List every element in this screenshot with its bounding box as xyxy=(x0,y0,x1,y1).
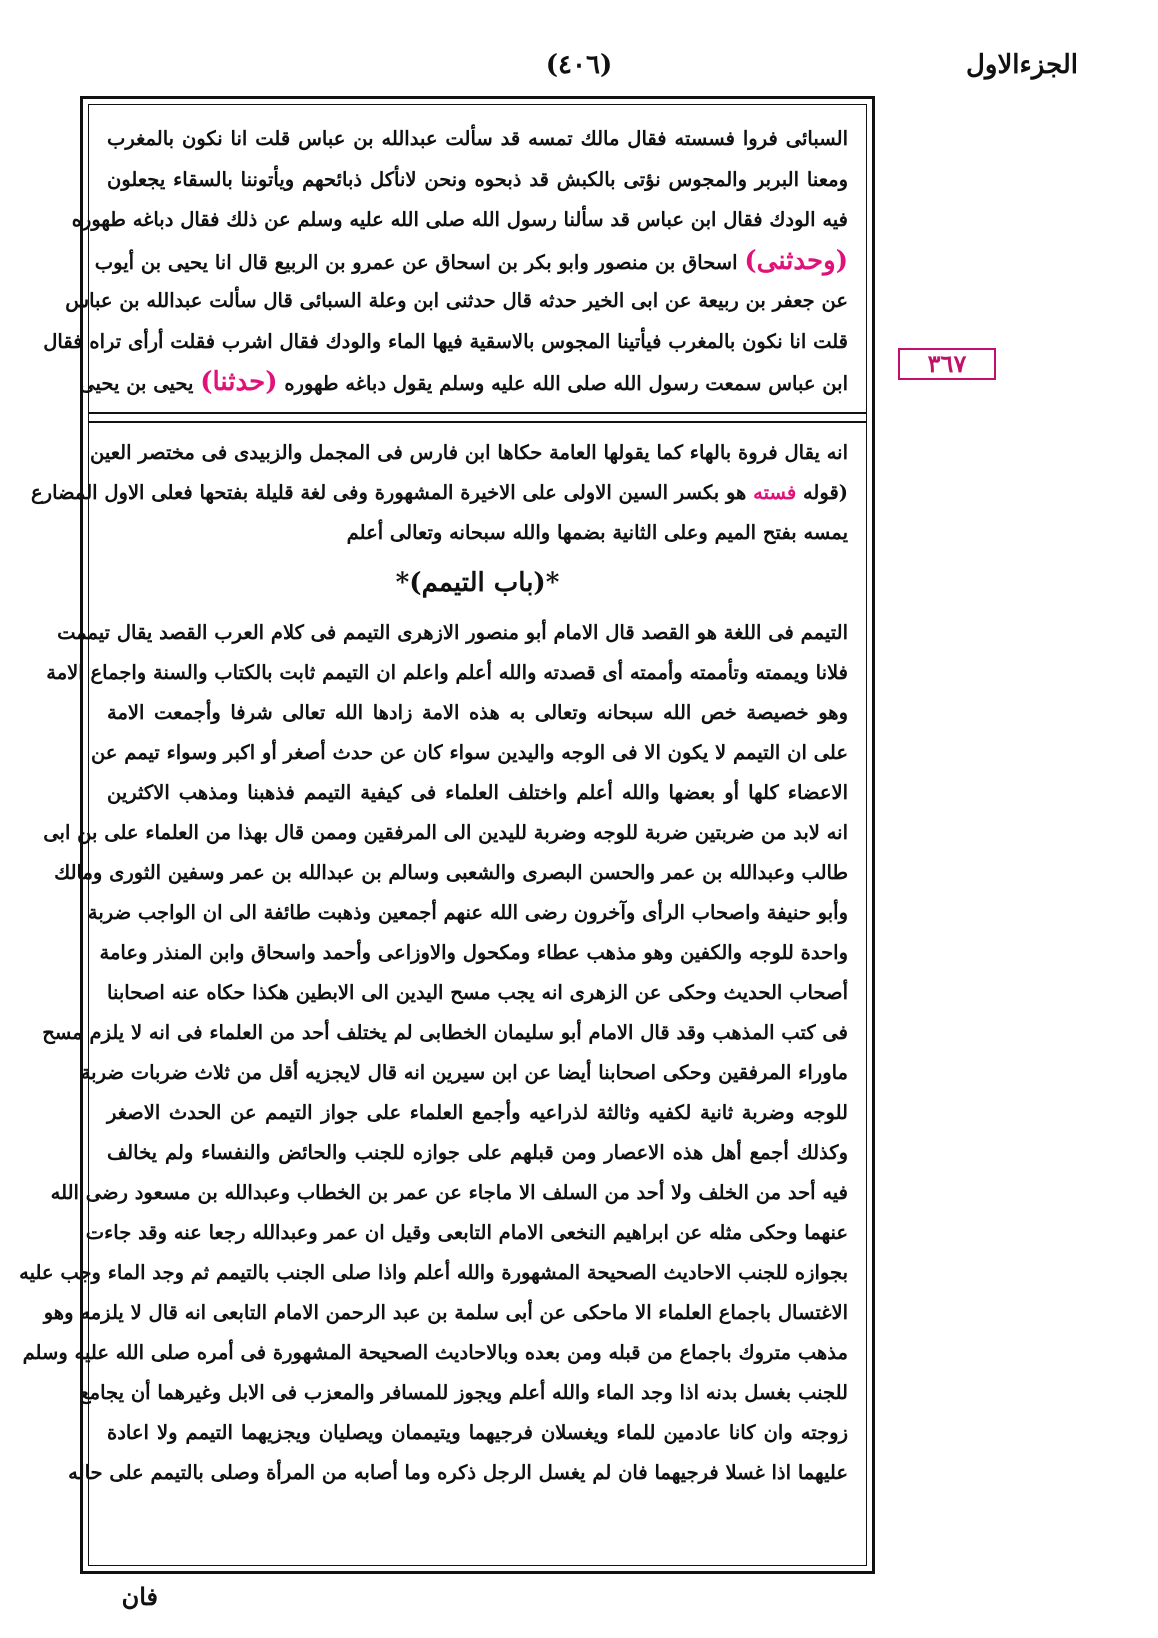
hadith-number-box: ٣٦٧ xyxy=(898,348,996,380)
commentary-line: وهو خصيصة خص الله سبحانه وتعالى به هذه الامة زادها الله تعالى شرفا وأجمعت الامة xyxy=(107,701,848,724)
hadith-line-text: ابن عباس سمعت رسول الله صلى الله عليه وسلم يقول دباغه طهوره xyxy=(284,372,848,395)
hadith-line: عن جعفر بن ربيعة عن ابى الخير حدثه قال حدثنى ابن وعلة السبائى قال سألت عبدالله بن عباس xyxy=(65,289,848,312)
hadith-line: فيه الودك فقال ابن عباس قد سألنا رسول الله صلى الله عليه وسلم عن ذلك فقال دباغه طهوره xyxy=(71,208,848,231)
commentary-line: يمسه بفتح الميم وعلى الثانية بضمها والله سبحانه وتعالى أعلم xyxy=(346,521,848,544)
commentary-line: بجوازه للجنب الاحاديث الصحيحة المشهورة والله أعلم واذا صلى الجنب بالتيمم ثم وجد الماء وجب عليه xyxy=(19,1261,848,1284)
hadith-line: قلت انا نكون بالمغرب فيأتينا المجوس بالاسقية فيها الماء والودك فقال اشرب فقلت أرأى تراه فقال xyxy=(43,329,848,353)
hadith-line-text: اسحاق بن منصور وابو بكر بن اسحاق عن عمرو بن الربيع قال انا يحيى بن أيوب xyxy=(94,250,738,274)
commentary-line: زوجته وان كانا عادمين للماء ويغسلان فرجيهما ويتيممان ويصليان ويجزيهما التيمم ولا اعادة xyxy=(107,1421,848,1444)
commentary-line: على ان التيمم لا يكون الا فى الوجه واليدين سواء كان عن حدث أصغر أو اكبر وسواء تيمم عن xyxy=(90,741,848,764)
commentary-line: انه لابد من ضربتين ضربة للوجه وضربة لليدين الى المرفقين وممن قال بهذا من العلماء على بن ابى xyxy=(43,821,848,844)
commentary-line: ماوراء المرفقين وحكى اصحابنا أيضا عن ابن سيرين انه قال لايجزيه أقل من ثلاث ضربات ضربة xyxy=(80,1061,848,1084)
hadith-line: ومعنا البربر والمجوس نؤتى بالكبش قد ذبحوه ونحن لانأكل ذبائحهم ويأتوننا بالسقاء يجعلون xyxy=(107,167,848,191)
book-part-title: الجزءالاول xyxy=(966,50,1078,80)
commentary-line xyxy=(31,473,848,513)
commentary-lines xyxy=(19,613,848,1493)
page-header xyxy=(80,46,1078,96)
qawluhu-label: (قوله xyxy=(802,481,848,504)
commentary-line: للجنب بغسل بدنه اذا وجد الماء والله أعلم ويجوز للمسافر والمعزب فى الابل وغيرهما أن يجامع xyxy=(79,1381,848,1404)
commented-word: فسته xyxy=(753,481,797,504)
commentary-block xyxy=(19,425,866,1565)
chapter-title: *(باب التيمم)* xyxy=(395,568,560,598)
hadith-text-block xyxy=(43,105,866,412)
commentary-line-text: هو بكسر السين الاولى على الاخيرة المشهورة وفى لغة قليلة بفتحها فعلى الاول المضارع xyxy=(31,481,747,504)
commentary-line: وكذلك أجمع أهل هذه الاعصار ومن قبلهم على جوازه للجنب والحائض والنفساء ولم يخالف xyxy=(107,1141,848,1164)
page-number: (٤٠٦) xyxy=(545,50,613,80)
hadith-line xyxy=(79,362,848,403)
commentary-line: الاغتسال باجماع العلماء الا ماحكى عن أبى سلمة بن عبد الرحمن الامام التابعى انه قال لا يلزمه وهو xyxy=(43,1301,848,1324)
commentary-line: انه يقال فروة بالهاء كما يقولها العامة حكاها ابن فارس فى المجمل والزبيدى فى مختصر العين xyxy=(90,441,848,464)
hadith-line-tail: يحيى بن يحيى xyxy=(79,372,194,395)
commentary-line: الاعضاء كلها أو بعضها والله أعلم واختلف العلماء فى كيفية التيمم فذهبنا ومذهب الاكثرين xyxy=(107,781,848,804)
text-frame-inner xyxy=(19,104,867,1566)
commentary-line: وأبو حنيفة واصحاب الرأى وآخرون رضى الله عنهم أجمعين وذهبت طائفة الى ان الواجب ضربة xyxy=(87,901,848,924)
commentary-line: طالب وعبدالله بن عمر والحسن البصرى والشعبى وسالم بن عبدالله بن عمر وسفين الثورى ومالك xyxy=(54,861,848,884)
marker-haddathana: (حدثنا) xyxy=(200,367,278,397)
section-divider xyxy=(89,412,866,423)
hadith-line xyxy=(94,241,848,282)
commentary-line: عليهما اذا غسلا فرجيهما فان لم يغسل الرجل ذكره وما أصابه من المرأة وصلى بالتيمم على حاله xyxy=(68,1461,848,1484)
catchword: فان xyxy=(121,1582,158,1611)
commentary-line: مذهب متروك باجماع من قبله ومن بعده وبالاحاديث الصحيحة المشهورة فى أمره صلى الله عليه وسلم xyxy=(22,1341,848,1364)
commentary-line: فيه أحد من الخلف ولا أحد من السلف الا ماجاء عن عمر بن الخطاب وعبدالله بن مسعود رضى الله xyxy=(50,1181,848,1204)
text-frame xyxy=(19,96,875,1574)
hadith-line: السبائى فروا فسسته فقال مالك تمسه قد سألت عبدالله بن عباس قلت انا نكون بالمغرب xyxy=(107,127,848,150)
commentary-line: فى كتب المذهب وقد قال الامام أبو سليمان الخطابى لم يختلف أحد من العلماء فى انه لا يلزم مسح xyxy=(42,1021,848,1044)
commentary-line: فلانا ويممته وتأممته وأممته أى قصدته والله أعلم واعلم ان التيمم ثابت بالكتاب والسنة واجماع الامة xyxy=(46,661,848,684)
commentary-line: واحدة للوجه والكفين وهو مذهب عطاء ومكحول والاوزاعى وأحمد واسحاق وابن المنذر وعامة xyxy=(99,941,848,964)
commentary-line: للوجه وضربة ثانية لكفيه وثالثة لذراعيه وأجمع العلماء على جواز التيمم عن الحدث الاصغر xyxy=(107,1101,848,1124)
commentary-line: عنهما وحكى مثله عن ابراهيم النخعى الامام التابعى وقيل ان عمر وعبدالله رجعا عنه وقد جاءت xyxy=(85,1221,848,1244)
commentary-line: التيمم فى اللغة هو القصد قال الامام أبو منصور الازهرى التيمم فى كلام العرب القصد يقال تيممت xyxy=(57,621,848,644)
commentary-line: أصحاب الحديث وحكى عن الزهرى انه يجب مسح اليدين الى الابطين هكذا حكاه عنه اصحابنا xyxy=(107,981,848,1004)
marker-wahaddathani: (وحدثنى) xyxy=(744,245,848,276)
